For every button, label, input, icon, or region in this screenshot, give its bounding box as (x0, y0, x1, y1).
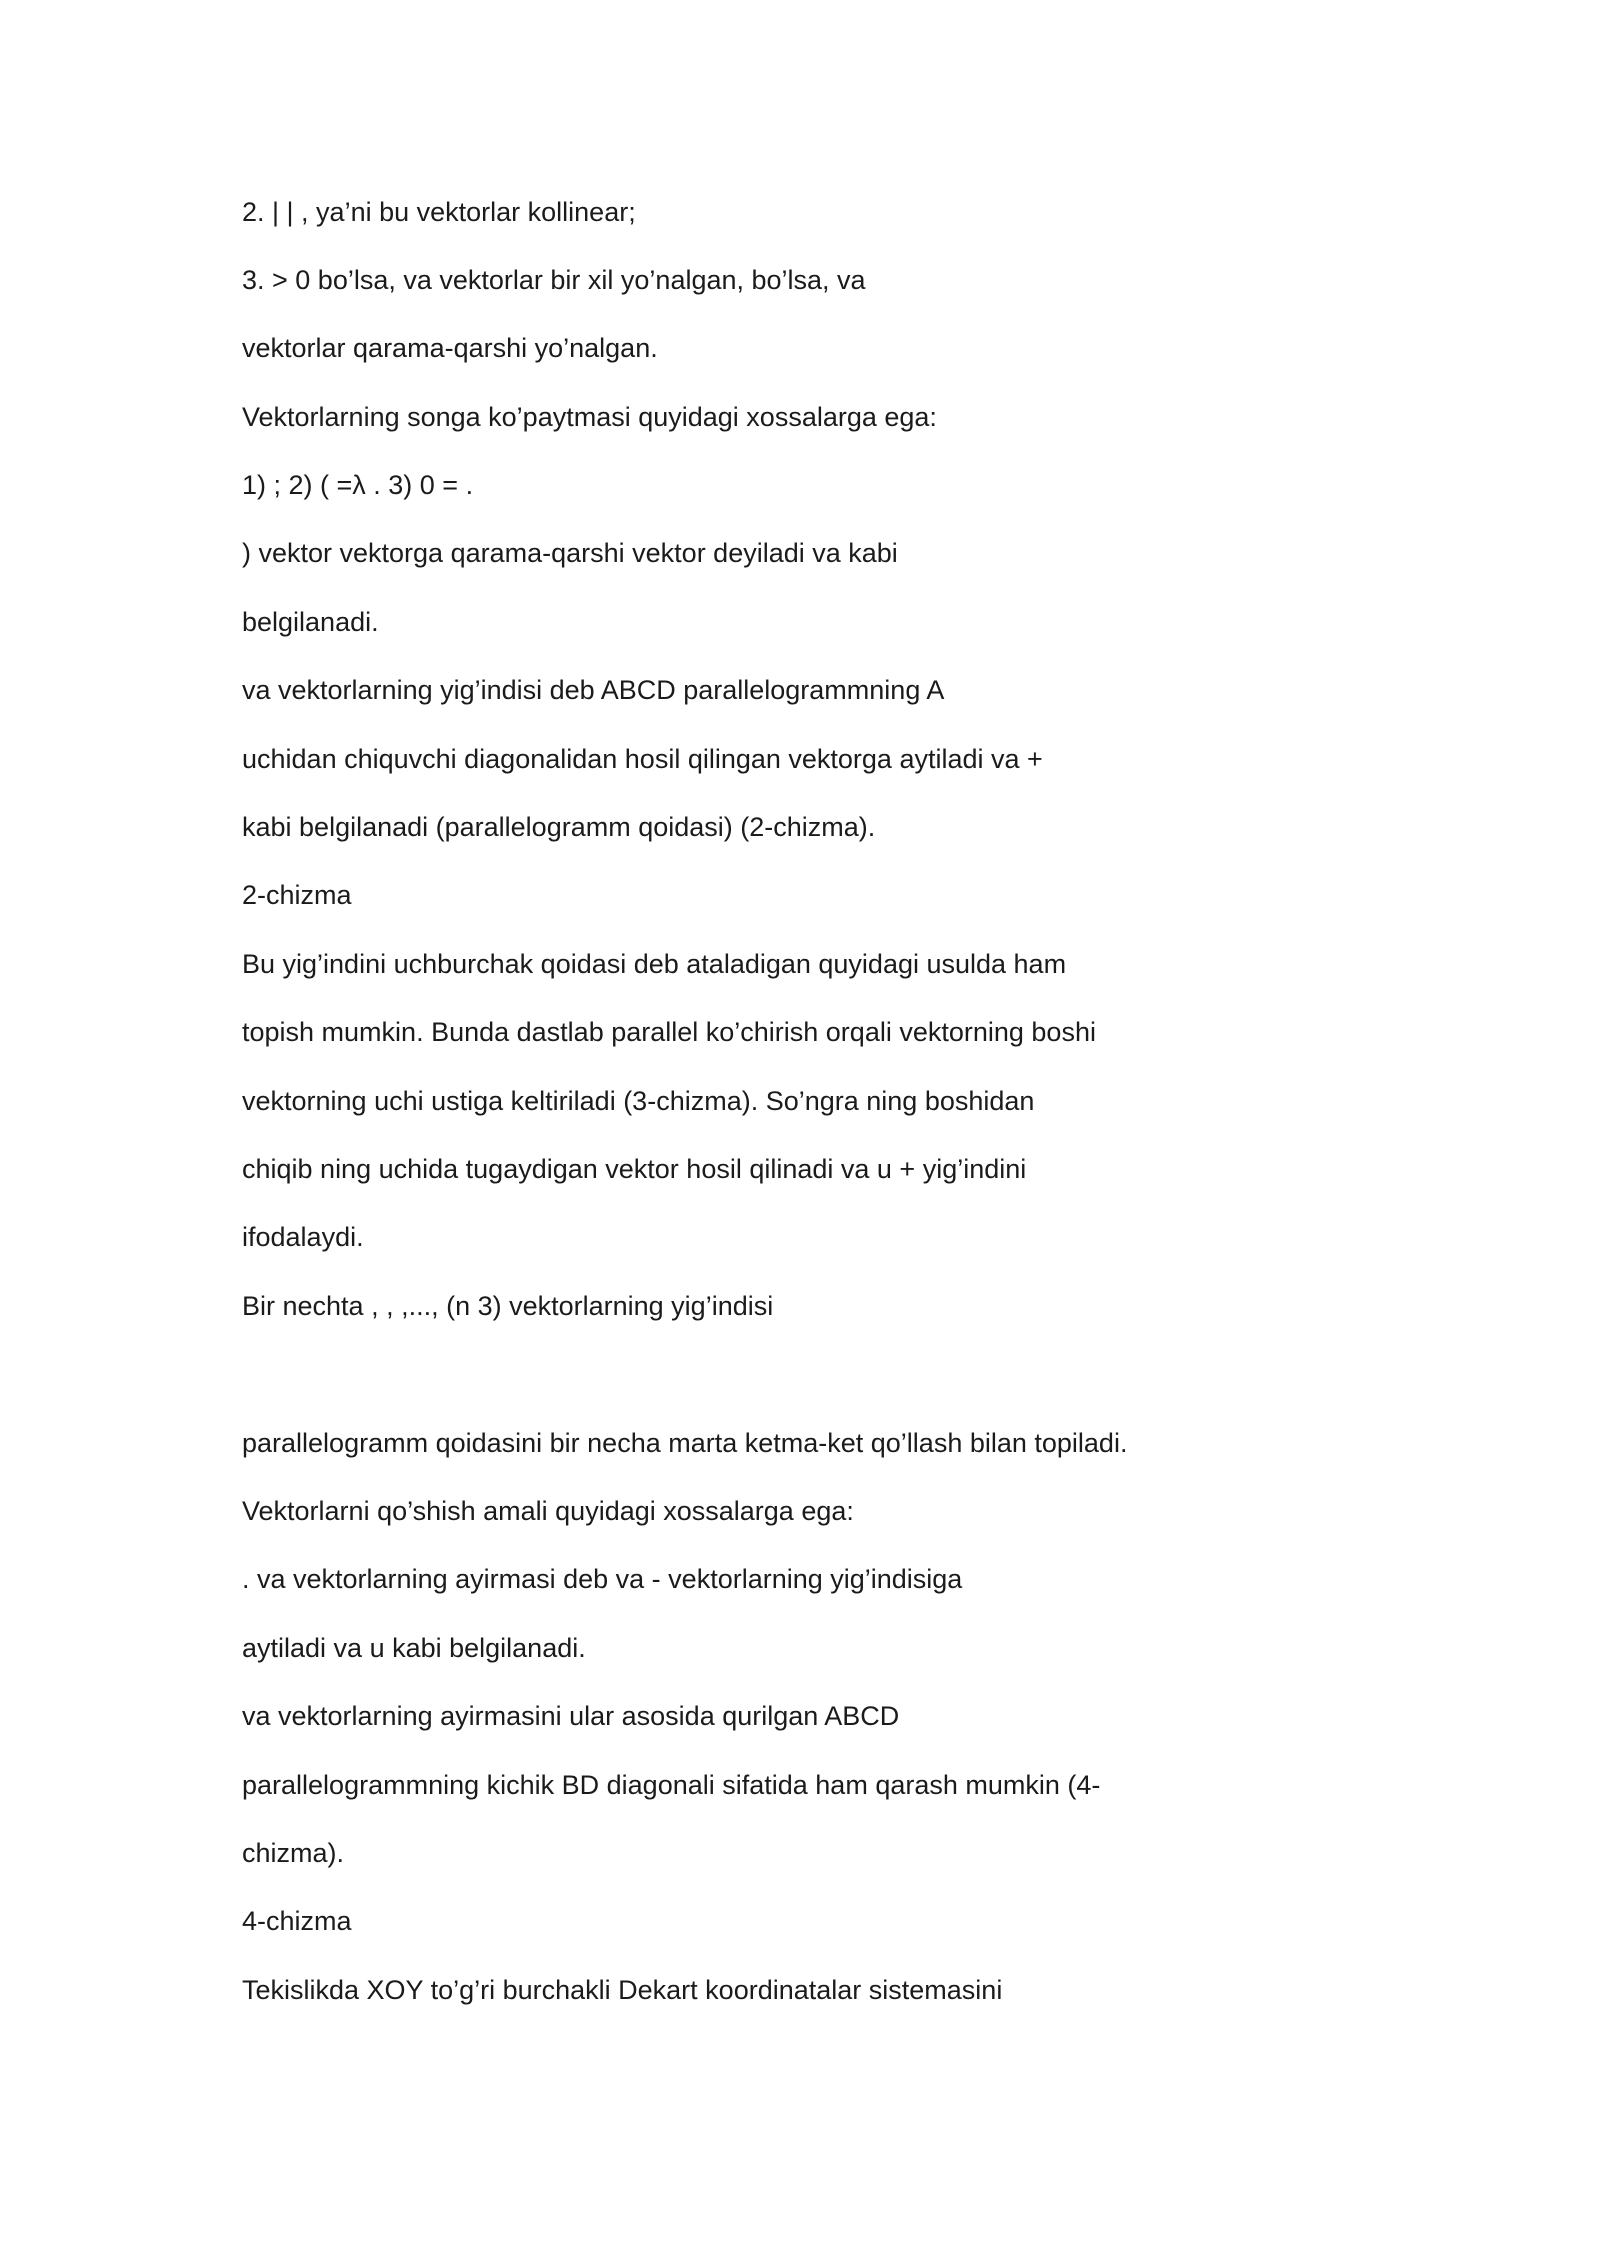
text-line: ) vektor vektorga qarama-qarshi vektor deyiladi va kabi (242, 538, 898, 568)
text-line: chizma). (242, 1838, 345, 1868)
text-line: vektorning uchi ustiga keltiriladi (3-chizma). So’ngra ning boshidan (242, 1086, 1035, 1116)
text-line: parallelogrammning kichik BD diagonali sifatida ham qarash mumkin (4- (242, 1770, 1101, 1800)
text-line: vektorlar qarama-qarshi yo’nalgan. (242, 333, 658, 363)
text-line: 1) ; 2) ( =λ . 3) 0 = . (242, 470, 474, 500)
text-line: belgilanadi. (242, 607, 379, 637)
text-line: Bu yig’indini uchburchak qoidasi deb ataladigan quyidagi usulda ham (242, 949, 1067, 979)
figure-caption: 4-chizma (242, 1906, 352, 1936)
text-line: topish mumkin. Bunda dastlab parallel ko’chirish orqali vektorning boshi (242, 1017, 1096, 1047)
text-line: Bir nechta , , ,..., (n 3) vektorlarning yig’indisi (242, 1291, 774, 1321)
text-line: 2. | | , ya’ni bu vektorlar kollinear; (242, 197, 636, 227)
figure-caption: 2-chizma (242, 880, 352, 910)
text-line: . va vektorlarning ayirmasi deb va - vektorlarning yig’indisiga (242, 1564, 963, 1594)
text-line: kabi belgilanadi (parallelogramm qoidasi) (2-chizma). (242, 812, 876, 842)
text-line: Tekislikda XOY to’g’ri burchakli Dekart koordinatalar sistemasini (242, 1975, 1003, 2005)
text-line: ifodalaydi. (242, 1222, 364, 1252)
text-line: va vektorlarning yig’indisi deb ABCD parallelogrammning A (242, 675, 945, 705)
text-line: aytiladi va u kabi belgilanadi. (242, 1633, 586, 1663)
text-line: chiqib ning uchida tugaydigan vektor hosil qilinadi va u + yig’indini (242, 1154, 1027, 1184)
text-line: 3. > 0 bo’lsa, va vektorlar bir xil yo’nalgan, bo’lsa, va (242, 265, 866, 295)
text-line: Vektorlarning songa ko’paytmasi quyidagi xossalarga ega: (242, 402, 937, 432)
text-line: Vektorlarni qo’shish amali quyidagi xossalarga ega: (242, 1496, 854, 1526)
text-line: uchidan chiquvchi diagonalidan hosil qilingan vektorga aytiladi va + (242, 744, 1043, 774)
text-line: va vektorlarning ayirmasini ular asosida qurilgan ABCD (242, 1701, 900, 1731)
text-line: parallelogramm qoidasini bir necha marta ketma-ket qo’llash bilan topiladi. (242, 1428, 1128, 1458)
